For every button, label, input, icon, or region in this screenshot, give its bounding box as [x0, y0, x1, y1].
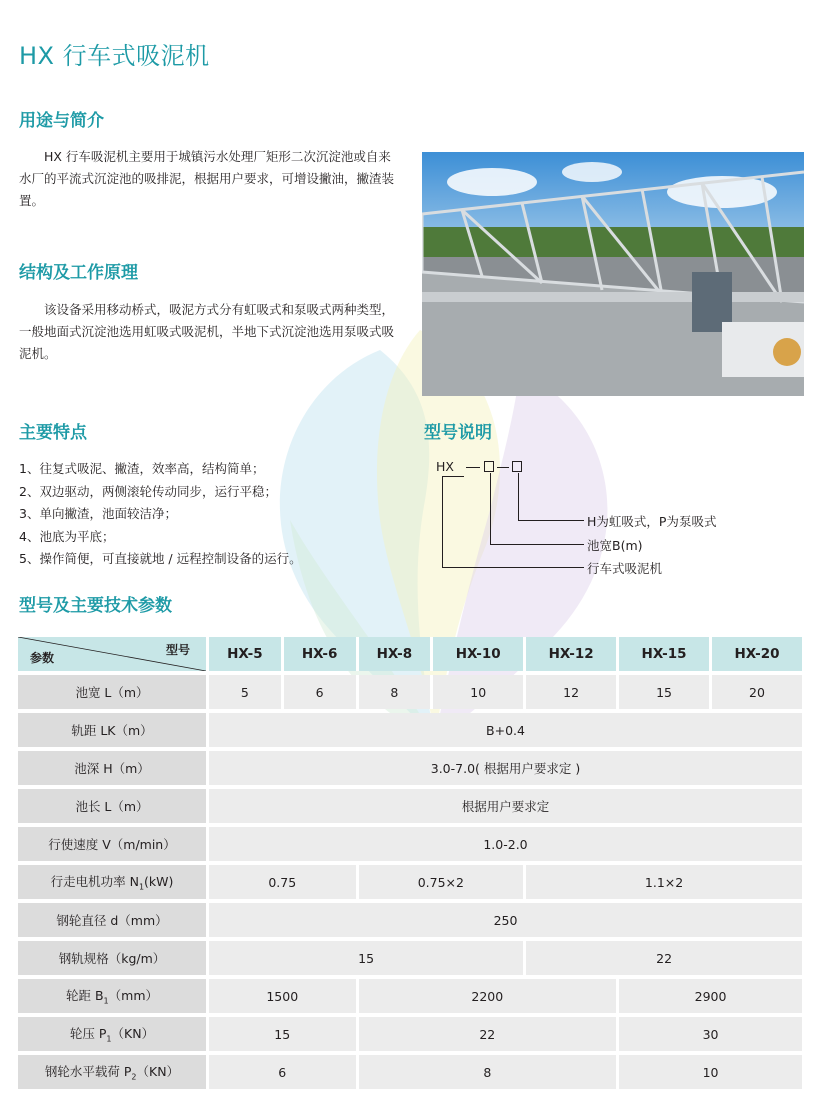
structure-line-1: 该设备采用移动桥式，吸泥方式分有虹吸式和泵吸式两种类型，	[44, 302, 395, 317]
label-unit: (kW)	[144, 874, 174, 890]
equipment-photo	[422, 152, 804, 396]
connector-type-h	[518, 520, 584, 521]
corner-model-label: 型号	[165, 643, 190, 657]
row-label-power	[18, 865, 206, 899]
row-label-rail: 钢轨规格（kg/m）	[18, 941, 206, 975]
model-label-type: H为虹吸式，P为泵吸式	[587, 514, 717, 529]
cell-value: 250	[206, 903, 802, 937]
model-box-2	[512, 461, 522, 472]
row-label-speed: 行使速度 V（m/min）	[18, 827, 206, 861]
structure-line-3: 泥机。	[19, 346, 57, 361]
cell-value: 5	[206, 675, 281, 709]
row-label-pressure	[18, 1017, 206, 1051]
label-main: 钢轮水平载荷 P	[44, 1064, 132, 1080]
label-sub: 1	[103, 996, 109, 1006]
model-header-hx-12: HX-12	[523, 637, 616, 671]
cell-value: 10	[430, 675, 523, 709]
features-list	[19, 458, 302, 571]
model-dash-1	[466, 467, 480, 468]
model-code-diagram	[424, 456, 804, 586]
structure-paragraph	[19, 299, 414, 365]
cell-value: 1.0-2.0	[206, 827, 802, 861]
page-title: HX 行车式吸泥机	[19, 42, 210, 70]
row-label-gauge: 轨距 LK（m）	[18, 713, 206, 747]
row-label-horizontal-load	[18, 1055, 206, 1089]
feature-item-5: 5、操作简便，可直接就地 / 远程控制设备的运行。	[19, 551, 302, 566]
cell-value: 6	[281, 675, 356, 709]
table-corner-cell	[18, 637, 206, 671]
table-row-horizontal-load	[18, 1055, 802, 1089]
cell-value: 12	[523, 675, 616, 709]
row-label-wheel-diameter: 钢轮直径 d（mm）	[18, 903, 206, 937]
params-heading: 型号及主要技术参数	[19, 596, 172, 616]
spec-table	[18, 633, 802, 1093]
model-header-hx-8: HX-8	[356, 637, 431, 671]
cell-value: 3.0-7.0( 根据用户要求定 )	[206, 751, 802, 785]
feature-item-3: 3、单向撇渣，池面较洁净；	[19, 506, 177, 521]
table-header-row	[18, 637, 802, 671]
connector-name-h	[442, 567, 584, 568]
connector-width	[490, 473, 491, 545]
label-unit: （KN）	[111, 1026, 155, 1042]
feature-item-1: 1、往复式吸泥、撇渣，效率高，结构简单；	[19, 461, 265, 476]
cell-value: 22	[356, 1017, 617, 1051]
cell-value: 20	[709, 675, 802, 709]
cell-value: 6	[206, 1055, 356, 1089]
row-label-width: 池宽 L（m）	[18, 675, 206, 709]
model-header-hx-20: HX-20	[709, 637, 802, 671]
cell-value: 0.75	[206, 865, 356, 899]
feature-item-2: 2、双边驱动，两侧滚轮传动同步，运行平稳；	[19, 483, 277, 499]
table-row-pressure	[18, 1017, 802, 1051]
table-row-gauge	[18, 713, 802, 747]
label-main: 轮距 B	[65, 988, 104, 1004]
features-heading: 主要特点	[19, 423, 87, 443]
feature-item-4: 4、池底为平底；	[19, 528, 115, 544]
usage-line-2: 水厂的平流式沉淀池的吸排泥，根据用户要求，可增设撇油，撇渣装置。	[19, 171, 395, 208]
cell-value: 0.75×2	[356, 865, 524, 899]
usage-line-1: HX 行车吸泥机主要用于城镇污水处理厂矩形二次沉淀池或自来	[44, 149, 391, 164]
label-main: 行走电机功率 N	[50, 874, 139, 890]
row-label-length: 池长 L（m）	[18, 789, 206, 823]
cell-value: 1500	[206, 979, 356, 1013]
model-label-width: 池宽B(m)	[587, 538, 643, 553]
row-label-depth: 池深 H（m）	[18, 751, 206, 785]
table-row-power	[18, 865, 802, 899]
table-row-speed	[18, 827, 802, 861]
cell-value: 15	[206, 941, 523, 975]
label-unit: （mm）	[108, 988, 158, 1004]
model-dash-2	[497, 467, 509, 468]
cell-value: 8	[356, 675, 431, 709]
cell-value: 30	[616, 1017, 802, 1051]
model-prefix: HX	[436, 459, 454, 474]
label-unit: （KN）	[136, 1064, 180, 1080]
cell-value: 22	[523, 941, 802, 975]
model-box-1	[484, 461, 494, 472]
cell-value: 15	[206, 1017, 356, 1051]
connector-width-h	[490, 544, 584, 545]
label-sub: 1	[138, 882, 145, 892]
cell-value: B+0.4	[206, 713, 802, 747]
model-header-hx-5: HX-5	[206, 637, 281, 671]
cell-value: 8	[356, 1055, 617, 1089]
model-header-hx-15: HX-15	[616, 637, 709, 671]
corner-param-label: 参数	[30, 651, 55, 665]
structure-line-2: 一般地面式沉淀池选用虹吸式吸泥机，半地下式沉淀池选用泵吸式吸	[19, 324, 395, 339]
cell-value: 1.1×2	[523, 865, 802, 899]
row-label-wheelbase	[18, 979, 206, 1013]
usage-heading: 用途与简介	[19, 111, 104, 131]
connector-name	[442, 476, 443, 568]
cell-value: 根据用户要求定	[206, 789, 802, 823]
cell-value: 10	[616, 1055, 802, 1089]
model-header-hx-10: HX-10	[430, 637, 523, 671]
table-row-depth	[18, 751, 802, 785]
model-heading: 型号说明	[424, 423, 492, 443]
connector-type	[518, 473, 519, 521]
table-row-wheelbase	[18, 979, 802, 1013]
label-sub: 1	[106, 1034, 112, 1044]
table-row-rail	[18, 941, 802, 975]
cell-value: 2900	[616, 979, 802, 1013]
connector-name-top	[442, 476, 464, 477]
label-sub: 2	[131, 1072, 137, 1082]
structure-heading: 结构及工作原理	[19, 263, 138, 283]
table-row-length	[18, 789, 802, 823]
usage-paragraph	[19, 146, 414, 212]
cell-value: 15	[616, 675, 709, 709]
model-header-hx-6: HX-6	[281, 637, 356, 671]
model-label-name: 行车式吸泥机	[587, 561, 663, 576]
table-row-wheel-diameter	[18, 903, 802, 937]
label-main: 轮压 P	[69, 1026, 107, 1042]
table-row-width	[18, 675, 802, 709]
cell-value: 2200	[356, 979, 617, 1013]
